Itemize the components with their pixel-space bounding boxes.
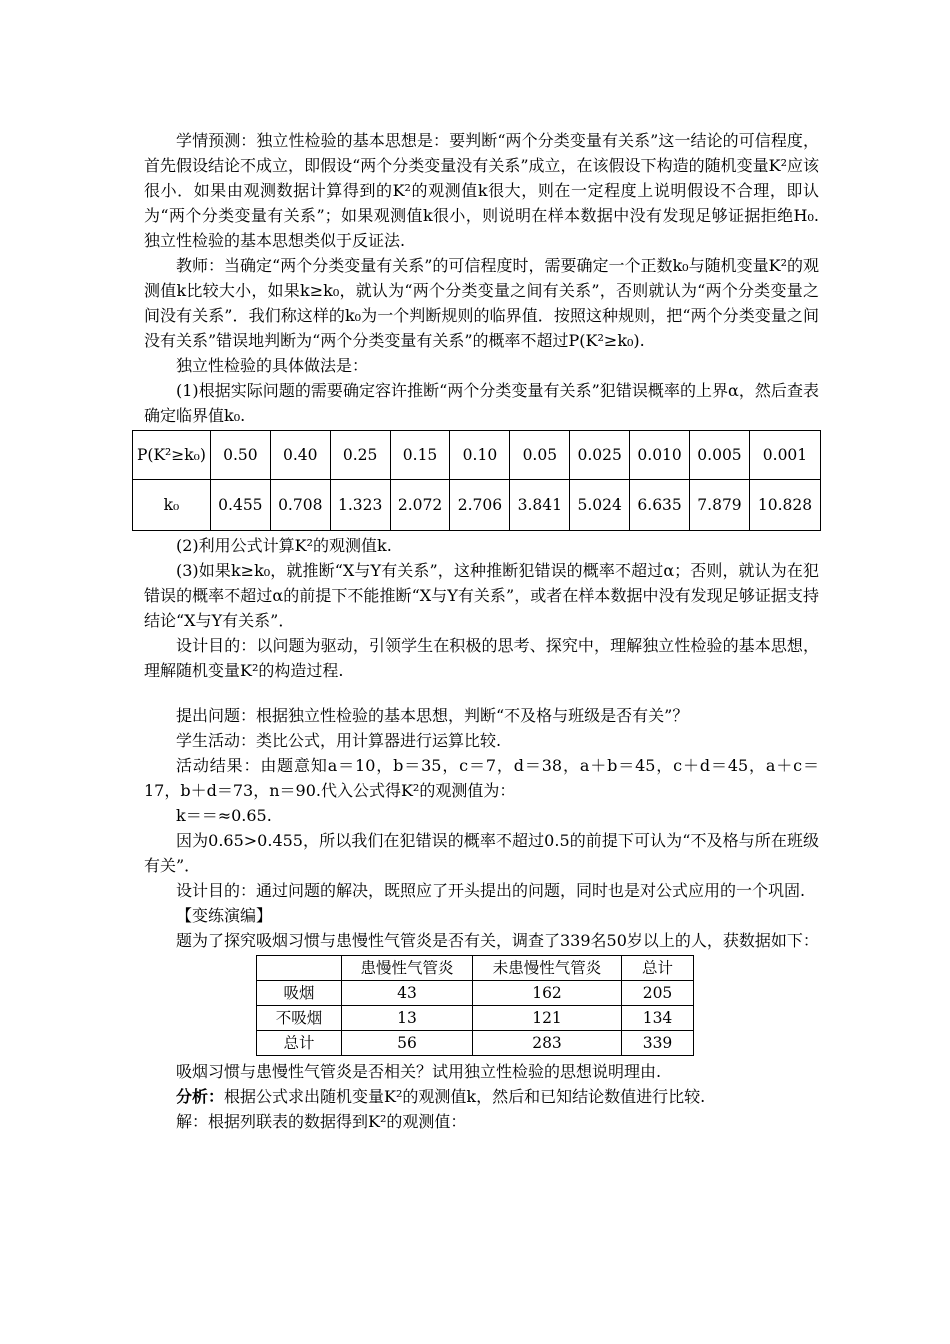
table-cell: 3.841 <box>510 480 570 531</box>
document-page <box>137 128 819 1134</box>
table-row <box>257 981 694 1006</box>
analysis-label: 分析： <box>176 1087 225 1106</box>
paragraph-step-2: (2)利用公式计算K²的观测值k. <box>176 536 392 555</box>
table-row <box>133 431 821 480</box>
table-cell: 162 <box>473 981 622 1006</box>
paragraph-question-2: 吸烟习惯与患慢性气管炎是否相关？试用独立性检验的思想说明理由. <box>176 1062 662 1081</box>
table-cell: 0.10 <box>450 431 510 480</box>
table-header-row <box>257 956 694 981</box>
table-row <box>133 480 821 531</box>
table-cell: 339 <box>622 1031 694 1056</box>
table-cell: 2.072 <box>390 480 450 531</box>
table-cell: 10.828 <box>749 480 820 531</box>
table-row <box>257 1031 694 1056</box>
table-cell: 1.323 <box>330 480 390 531</box>
table-cell: 0.15 <box>390 431 450 480</box>
table-cell: 0.455 <box>210 480 270 531</box>
section-heading: 【变练演编】 <box>176 906 273 925</box>
table-cell: 283 <box>473 1031 622 1056</box>
paragraph-solution: 解：根据列联表的数据得到K²的观测值： <box>176 1112 467 1131</box>
table-cell: 吸烟 <box>257 981 342 1006</box>
table-cell: 0.708 <box>270 480 330 531</box>
table-cell: 121 <box>473 1006 622 1031</box>
table-header-cell <box>257 956 342 981</box>
table-cell: 0.005 <box>690 431 750 480</box>
paragraph-conclusion: 因为0.65>0.455，所以我们在犯错误的概率不超过0.5的前提下可认为“不及格与所在班级有关”． <box>144 831 819 875</box>
table-cell: 43 <box>342 981 473 1006</box>
paragraph-question: 提出问题：根据独立性检验的基本思想，判断“不及格与班级是否有关”？ <box>176 706 689 725</box>
table-cell: P(K²≥k₀) <box>133 431 211 480</box>
paragraph-prediction: 学情预测：独立性检验的基本思想是：要判断“两个分类变量有关系”这一结论的可信程度，首先假设结论不成立，即假设“两个分类变量没有关系”成立，在该假设下构造的随机变量K²应该很小．如果由观测数据计算得到的K²的观测值k很大，则在一定程度上说明假设不合理，即认为“两个分类变量有关系”；如果观测值k很小，则说明在样本数据中没有发现足够证据拒绝H₀.独立性检验的基本思想类似于反证法. <box>144 131 819 250</box>
paragraph-teacher: 教师：当确定“两个分类变量有关系”的可信程度时，需要确定一个正数k₀与随机变量K²的观测值k比较大小，如果k≥k₀，就认为“两个分类变量之间有关系”，否则就认为“两个分类变量之间没有关系”．我们称这样的k₀为一个判断规则的临界值．按照这种规则，把“两个分类变量之间没有关系”错误地判断为“两个分类变量有关系”的概率不超过P(K²≥k₀). <box>144 256 819 350</box>
table-cell: 0.001 <box>749 431 820 480</box>
table-row <box>257 1006 694 1031</box>
table-cell: 2.706 <box>450 480 510 531</box>
critical-value-table <box>132 430 821 531</box>
table-cell: 0.05 <box>510 431 570 480</box>
paragraph-student-activity: 学生活动：类比公式，用计算器进行运算比较. <box>176 731 502 750</box>
contingency-table <box>256 955 694 1056</box>
table-cell: 不吸烟 <box>257 1006 342 1031</box>
table-cell: 7.879 <box>690 480 750 531</box>
table-cell: k₀ <box>133 480 211 531</box>
table-header-cell: 总计 <box>622 956 694 981</box>
table-cell: 205 <box>622 981 694 1006</box>
table-cell: 0.010 <box>630 431 690 480</box>
paragraph-activity-result: 活动结果：由题意知a＝10，b＝35，c＝7，d＝38，a＋b＝45，c＋d＝45，a＋c＝17，b＋d＝73，n＝90.代入公式得K²的观测值为： <box>144 756 819 800</box>
paragraph-method-intro: 独立性检验的具体做法是： <box>176 356 369 375</box>
paragraph-design-purpose-1: 设计目的：以问题为驱动，引领学生在积极的思考、探究中，理解独立性检验的基本思想，理解随机变量K²的构造过程. <box>144 636 819 680</box>
table-cell: 134 <box>622 1006 694 1031</box>
paragraph-design-purpose-2: 设计目的：通过问题的解决，既照应了开头提出的问题，同时也是对公式应用的一个巩固. <box>176 881 806 900</box>
table-cell: 56 <box>342 1031 473 1056</box>
table-header-cell: 未患慢性气管炎 <box>473 956 622 981</box>
table-cell: 0.50 <box>210 431 270 480</box>
paragraph-step-3: (3)如果k≥k₀，就推断“X与Y有关系”，这种推断犯错误的概率不超过α；否则，就认为在犯错误的概率不超过α的前提下不能推断“X与Y有关系”，或者在样本数据中没有发现足够证据支持结论“X与Y有关系”． <box>144 561 819 630</box>
table-cell: 0.025 <box>570 431 630 480</box>
paragraph-step-1: (1)根据实际问题的需要确定容许推断“两个分类变量有关系”犯错误概率的上界α，然后查表确定临界值k₀. <box>144 381 819 425</box>
table-cell: 0.25 <box>330 431 390 480</box>
table-cell: 6.635 <box>630 480 690 531</box>
analysis-text: 根据公式求出随机变量K²的观测值k，然后和已知结论数值进行比较. <box>224 1087 706 1106</box>
table-header-cell: 患慢性气管炎 <box>342 956 473 981</box>
table-cell: 总计 <box>257 1031 342 1056</box>
table-cell: 0.40 <box>270 431 330 480</box>
spacer <box>144 683 819 703</box>
paragraph-problem: 题为了探究吸烟习惯与患慢性气管炎是否有关，调查了339名50岁以上的人，获数据如下： <box>176 931 819 950</box>
table-cell: 13 <box>342 1006 473 1031</box>
paragraph-formula-result: k＝＝≈0.65. <box>176 806 272 825</box>
table-cell: 5.024 <box>570 480 630 531</box>
paragraph-analysis <box>144 1084 819 1109</box>
